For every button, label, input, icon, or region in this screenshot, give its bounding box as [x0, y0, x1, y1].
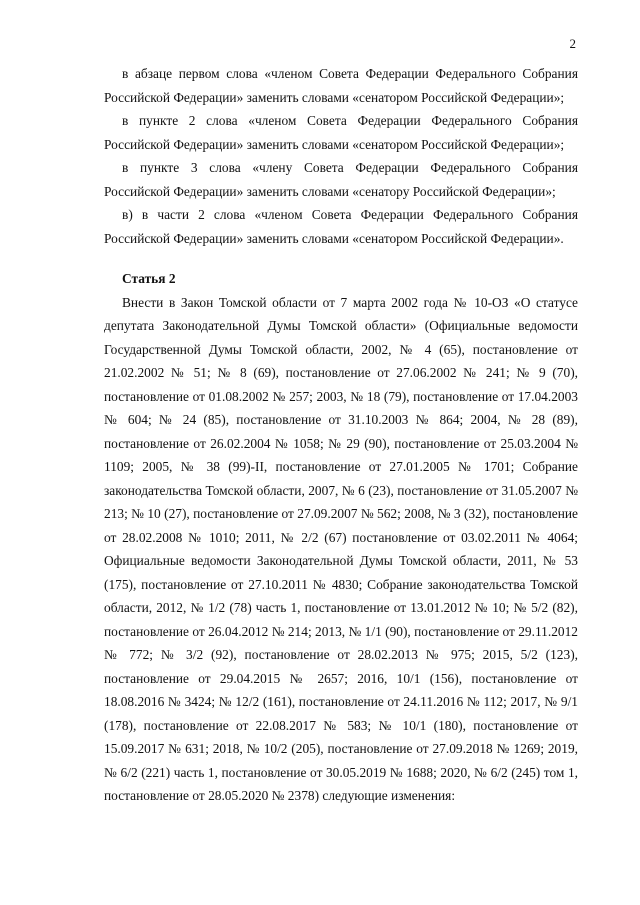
article-body: Внести в Закон Томской области от 7 марта 2002 года № 10-ОЗ «О статусе депутата Законодательной Думы Томской области» (Официальные ведомости Государственной Думы Томской области, 2002, № 4 (65), постановление от 21.02.2002 № 51; № 8 (69), постановление от 27.06.2002 № 241; № 9 (70), постановление от 01.08.2002 № 257; 2003, № 18 (79), постановление от 17.04.2003 № 604; № 24 (85), постановление от 31.10.2003 № 864; 2004, № 28 (89), постановление от 26.02.2004 № 1058; № 29 (90), постановление от 25.03.2004 № 1109; 2005, № 38 (99)-II, постановление от 27.01.2005 № 1701; Собрание законодательства Томской области, 2007, № 6 (23), постановление от 31.05.2007 № 213; № 10 (27), постановление от 27.09.2007 № 562; 2008, № 3 (32), постановление от 28.02.2008 № 1010; 2011, № 2/2 (67) постановление от 03.02.2011 № 4064; Официальные ведомости Законодательной Думы Томской области, 2011, № 53 (175), постановление от 27.10.2011 № 4830; Собрание законодательства Томской области, 2012, № 1/2 (78) часть 1, постановление от 13.01.2012 № 10; № 5/2 (82), постановление от 26.04.2012 № 214; 2013, № 1/1 (90), постановление от 29.11.2012 № 772; № 3/2 (92), постановление от 28.02.2013 № 975; 2015, 5/2 (123), постановление от 29.04.2015 № 2657; 2016, 10/1 (156), постановление от 18.08.2016 № 3424; № 12/2 (161), постановление от 24.11.2016 № 112; 2017, № 9/1 (178), постановление от 22.08.2017 № 583; № 10/1 (180), постановление от 15.09.2017 № 631; 2018, № 10/2 (205), постановление от 27.09.2018 № 1269; 2019, № 6/2 (221) часть 1, постановление от 30.05.2019 № 1688; 2020, № 6/2 (245) том 1, постановление от 28.05.2020 № 2378) следующие изменения: — [104, 294, 578, 803]
document-body — [104, 62, 578, 808]
page-number: 2 — [569, 36, 576, 51]
amendment-paragraph-2: в пункте 2 слова «членом Совета Федерации Федерального Собрания Российской Федерации» заменить словами «сенатором Российской Федерации»; — [104, 113, 578, 152]
amendment-paragraph-4: в) в части 2 слова «членом Совета Федерации Федерального Собрания Российской Федерации» заменить словами «сенатором Российской Федерации». — [104, 207, 578, 246]
article-heading: Статья 2 — [122, 271, 176, 286]
amendment-paragraph-1: в абзаце первом слова «членом Совета Федерации Федерального Собрания Российской Федерации» заменить словами «сенатором Российской Федерации»; — [104, 66, 578, 105]
amendment-paragraph-3: в пункте 3 слова «члену Совета Федерации Федерального Собрания Российской Федерации» заменить словами «сенатору Российской Федерации»; — [104, 160, 578, 199]
